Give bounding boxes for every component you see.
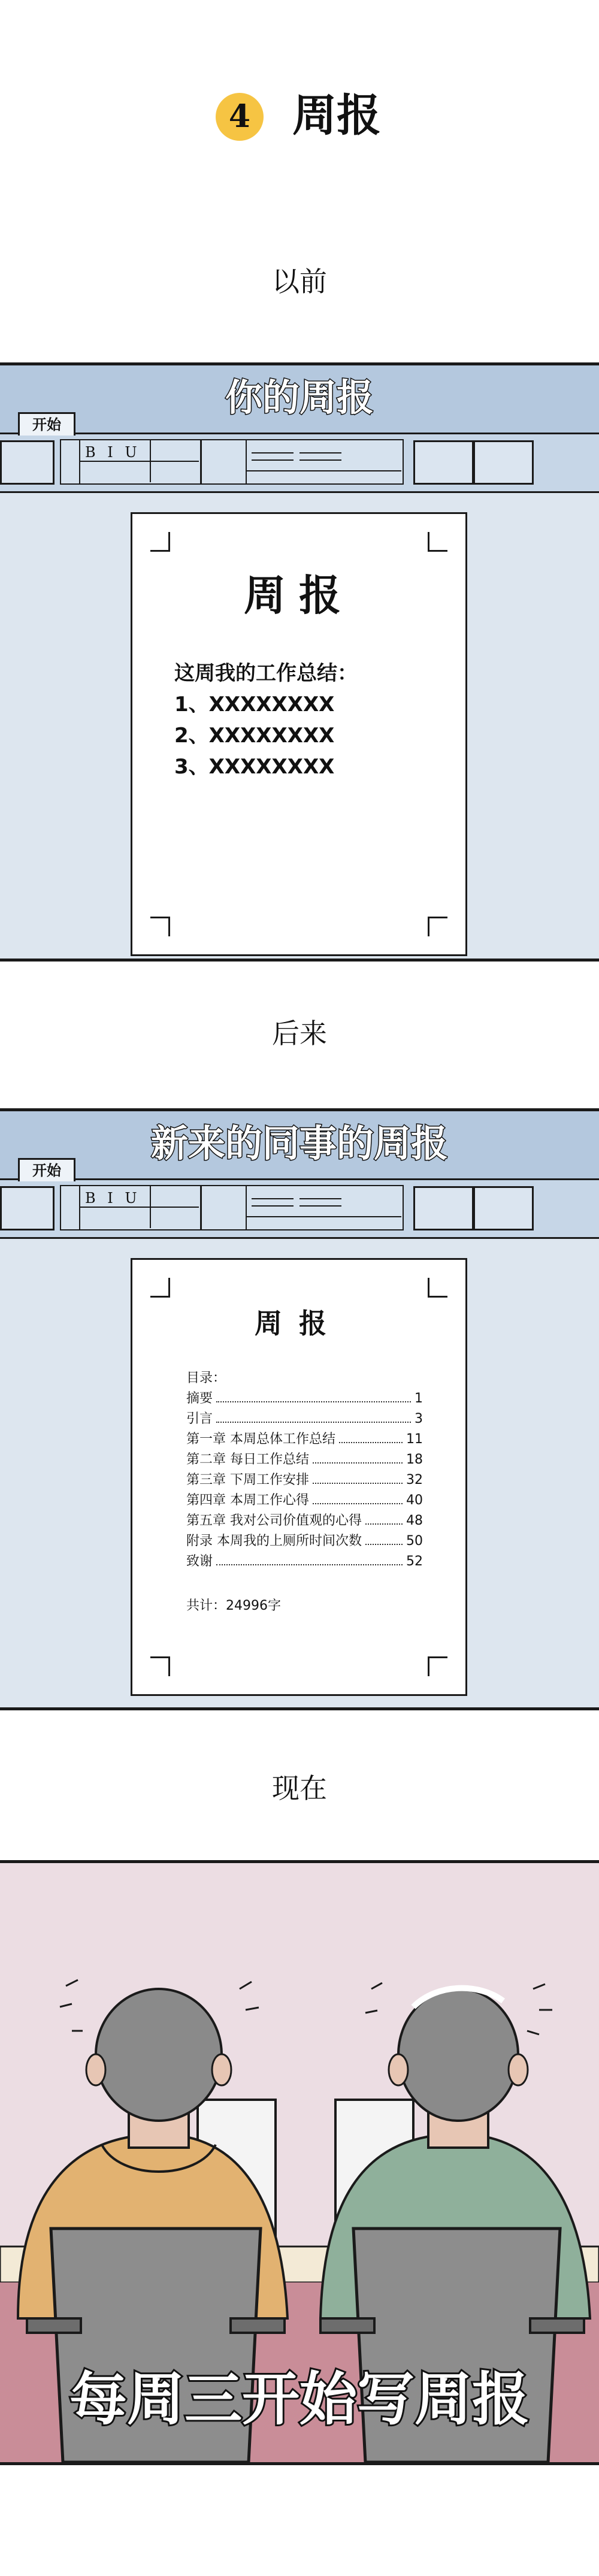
doc-item: 2、XXXXXXXX [174, 724, 335, 748]
panel-coworkers-scene [0, 1860, 599, 2465]
panel-your-report [0, 362, 599, 962]
panel-colleague-report [0, 1108, 599, 1710]
toc-row [186, 1429, 423, 1449]
toc-row [186, 1388, 423, 1408]
toc-title: 第二章 每日工作总结 [186, 1452, 309, 1467]
toc-title: 第五章 我对公司价值观的心得 [186, 1513, 362, 1528]
toc-page: 40 [406, 1493, 423, 1508]
comic-header [0, 78, 599, 150]
toc-title: 第四章 本周工作心得 [186, 1493, 309, 1508]
toc-row [186, 1449, 423, 1470]
toc-row [186, 1490, 423, 1510]
toc-title: 附录 本周我的上厕所时间次数 [186, 1534, 362, 1549]
panel-title: 新来的同事的周报 [150, 1121, 448, 1165]
toc-title: 致谢 [186, 1554, 213, 1569]
toc-page: 50 [406, 1534, 423, 1549]
doc-title: 周报 [244, 571, 354, 620]
format-buttons[interactable]: B I U [85, 1190, 141, 1207]
word-count: 共计：24996字 [186, 1598, 281, 1613]
toc-row [186, 1470, 423, 1490]
toc-title: 引言 [186, 1411, 213, 1426]
toc-page: 32 [406, 1473, 423, 1487]
toc-row [186, 1510, 423, 1531]
caption-later: 后来 [272, 1017, 327, 1050]
doc-item: 3、XXXXXXXX [174, 755, 335, 779]
caption-now: 现在 [272, 1772, 327, 1804]
toc-page: 52 [406, 1554, 423, 1569]
doc-item: 1、XXXXXXXX [174, 693, 335, 716]
report-document [131, 1258, 467, 1696]
comic-title: 周报 [292, 90, 381, 141]
tab-start[interactable]: 开始 [18, 412, 75, 436]
toc-row [186, 1531, 423, 1551]
toc-title: 第三章 下周工作安排 [186, 1473, 309, 1487]
toc-page: 3 [415, 1411, 423, 1426]
toc-row [186, 1408, 423, 1429]
scene-caption: 每周三开始写周报 [69, 2366, 530, 2433]
toc-title: 第一章 本周总体工作总结 [186, 1432, 335, 1447]
toc-row [186, 1551, 423, 1571]
toc-page: 1 [415, 1391, 423, 1406]
caption-before: 以前 [272, 265, 327, 298]
toc-page: 48 [406, 1513, 423, 1528]
report-document [131, 512, 467, 956]
toc-page: 18 [406, 1452, 423, 1467]
doc-intro: 这周我的工作总结： [174, 661, 358, 685]
number-badge: 4 [216, 93, 264, 141]
panel-title: 你的周报 [225, 376, 374, 419]
toc-title: 摘要 [186, 1391, 213, 1406]
tab-start[interactable]: 开始 [18, 1158, 75, 1181]
toolbar-ribbon [0, 1178, 599, 1239]
toc-page: 11 [406, 1432, 423, 1447]
doc-title: 周报 [255, 1307, 343, 1340]
format-buttons[interactable]: B I U [85, 444, 141, 461]
toolbar-ribbon [0, 433, 599, 493]
toc-label: 目录： [186, 1371, 226, 1386]
